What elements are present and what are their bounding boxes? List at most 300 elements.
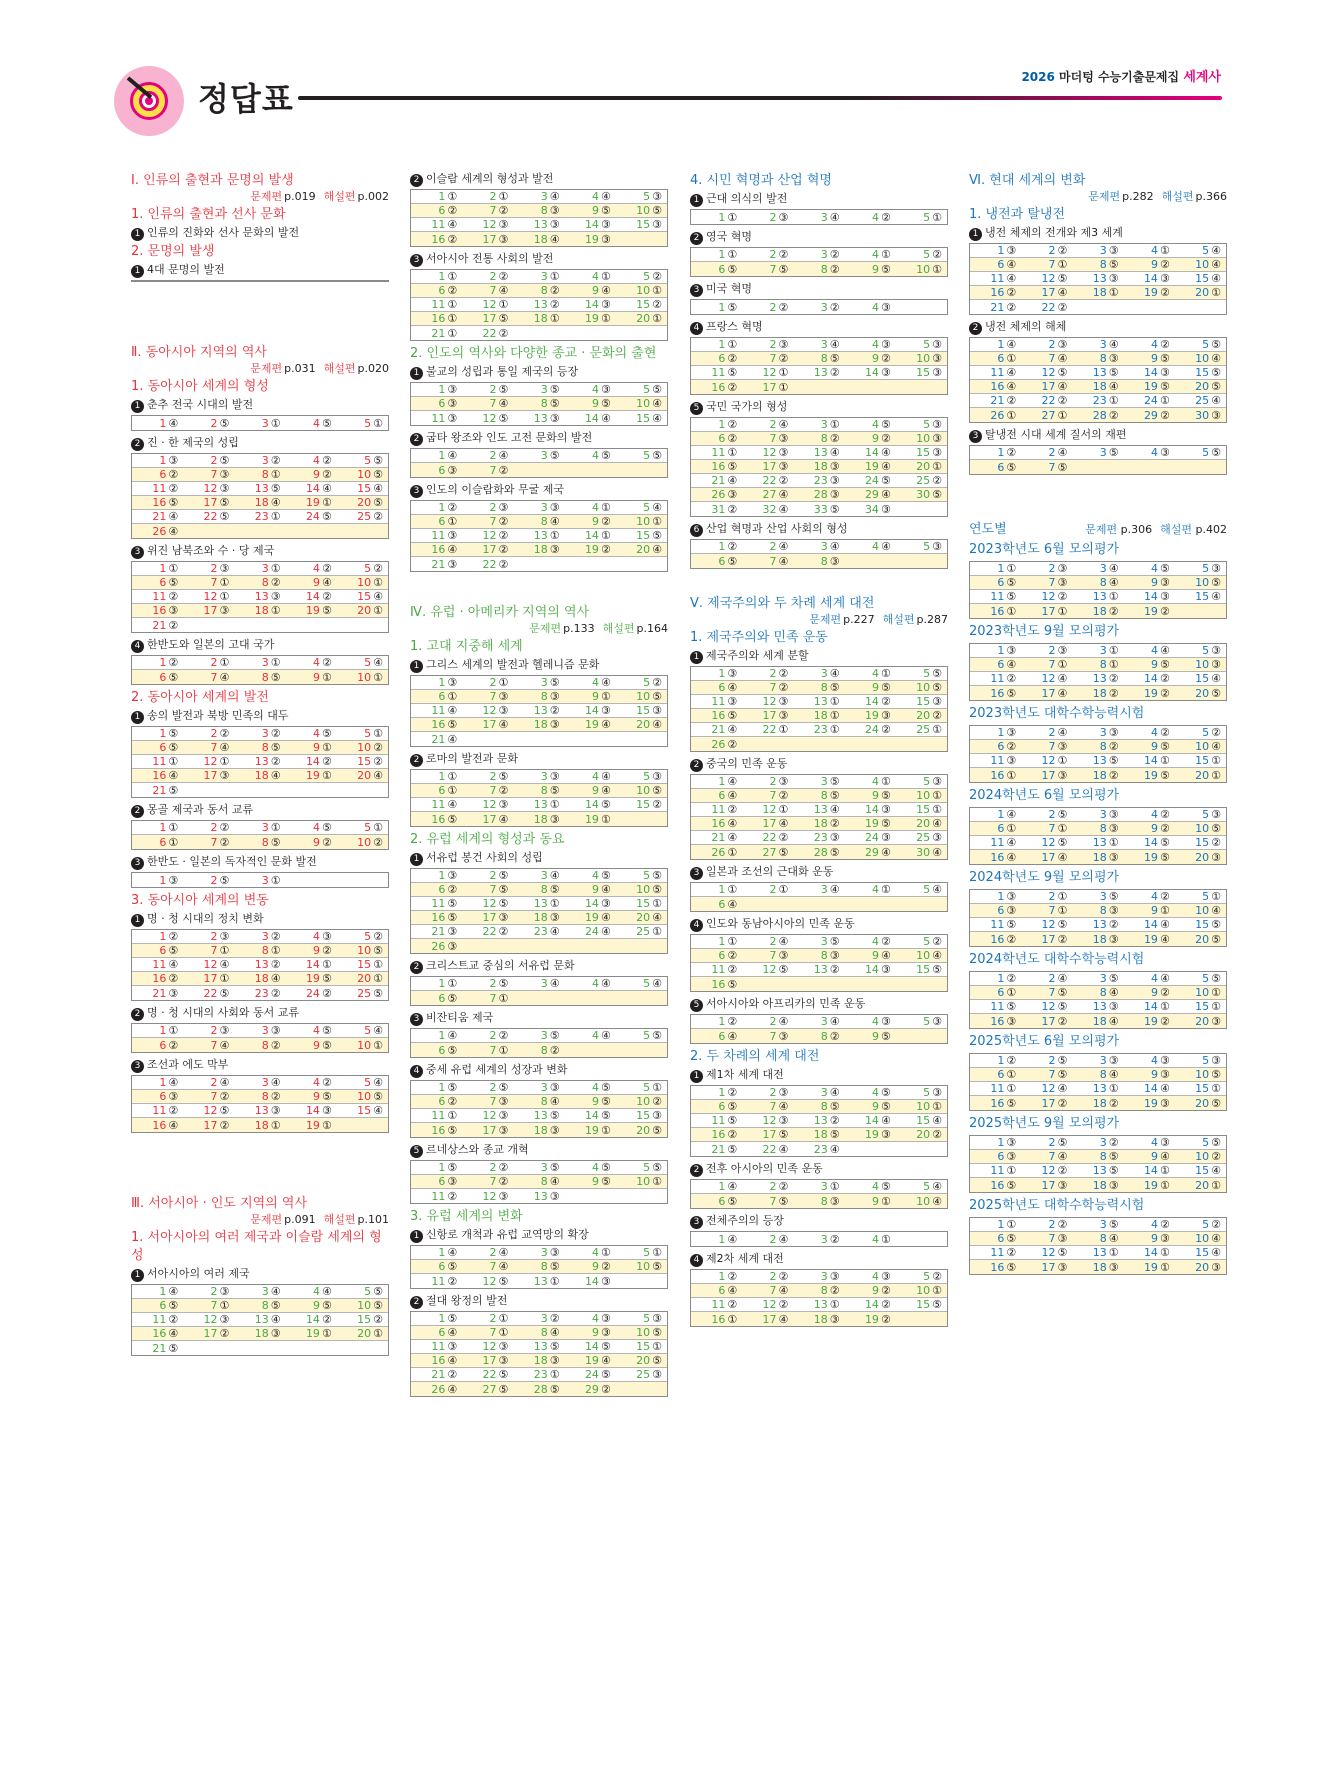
answer-row [970, 1068, 1226, 1082]
answer-cell [896, 1194, 947, 1208]
question-number: 13 [813, 695, 828, 708]
answer-choice: ③ [1108, 726, 1119, 739]
answer-row [411, 1161, 667, 1175]
question-number: 7 [210, 1090, 218, 1103]
answer-cell [1021, 918, 1072, 931]
question-number: 5 [1202, 1136, 1210, 1149]
question-number: 28 [813, 845, 828, 859]
answer-cell [793, 817, 844, 830]
question-number: 9 [1150, 352, 1158, 365]
answer-choice: ③ [1108, 1260, 1119, 1274]
answer-cell [462, 463, 513, 477]
answer-row [691, 1114, 947, 1128]
answer-cell [845, 300, 896, 314]
answer-choice: ⑤ [880, 1100, 891, 1113]
answer-choice: ② [829, 1029, 840, 1043]
answer-cell [691, 474, 742, 487]
answer-cell [1072, 590, 1123, 603]
answer-choice: ② [1057, 1014, 1068, 1028]
question-number: 10 [1195, 576, 1210, 589]
answer-cell [411, 690, 462, 703]
question-number: 1 [718, 775, 726, 788]
answer-cell [691, 1298, 742, 1311]
answer-cell [1072, 352, 1123, 365]
question-number: 5 [643, 1161, 651, 1174]
question-number: 12 [762, 366, 777, 379]
answer-cell [896, 963, 947, 976]
question-number: 16 [990, 1260, 1005, 1274]
part-heading [690, 595, 948, 627]
question-number: 11 [431, 1340, 446, 1353]
answer-cell [286, 835, 337, 849]
answer-cell [462, 991, 513, 1005]
book-subject: 세계사 [1183, 70, 1221, 85]
question-number: 8 [540, 1260, 548, 1273]
answer-choice: ⑤ [727, 1194, 738, 1208]
answer-cell [970, 1178, 1021, 1192]
question-number: 1 [438, 869, 446, 882]
question-number: 15 [1195, 1246, 1210, 1259]
question-number: 2 [769, 935, 777, 948]
answer-cell [462, 1175, 513, 1188]
question-number: 12 [203, 958, 218, 971]
question-number: 8 [820, 1029, 828, 1043]
question-number: 1 [718, 338, 726, 351]
answer-cell [337, 944, 388, 957]
answer-choice: ⑤ [829, 845, 840, 859]
answer-choice: ⑤ [549, 1382, 560, 1396]
answer-cell [845, 1298, 896, 1311]
answer-choice: ② [778, 352, 789, 365]
answer-choice: ④ [778, 1015, 789, 1028]
answer-choice: ④ [880, 949, 891, 962]
question-number: 3 [540, 770, 548, 783]
question-number: 5 [1202, 890, 1210, 903]
answer-grid [131, 726, 389, 798]
answer-choice: ② [1211, 1218, 1222, 1231]
question-number: 3 [820, 935, 828, 948]
answer-row [411, 411, 667, 425]
question-number: 13 [1092, 1164, 1107, 1177]
answer-cell [132, 944, 183, 957]
answer-choice: ③ [880, 709, 891, 722]
answer-choice: ② [829, 1232, 840, 1246]
answer-choice: ② [932, 1270, 943, 1283]
answer-cell [1175, 1014, 1226, 1028]
answer-choice: ② [778, 1270, 789, 1283]
answer-cell [793, 380, 844, 394]
question-number: 28 [813, 488, 828, 501]
answer-cell [286, 783, 337, 797]
answer-cell [513, 1368, 564, 1381]
question-number: 2 [210, 821, 218, 834]
answer-cell [1124, 380, 1175, 393]
question-number: 4 [1150, 1136, 1158, 1149]
answer-row [411, 232, 667, 246]
answer-choice: ② [932, 709, 943, 722]
question-number: 18 [533, 911, 548, 924]
answer-cell [1124, 754, 1175, 767]
question-number: 11 [711, 1114, 726, 1127]
answer-choice: ⑤ [600, 1175, 611, 1188]
answer-row [411, 991, 667, 1005]
question-number: 14 [584, 704, 599, 717]
answer-choice: ② [373, 755, 384, 768]
answer-choice: ⑤ [652, 449, 663, 462]
answer-choice: ⑤ [932, 1298, 943, 1311]
answer-row [411, 1175, 667, 1189]
answer-choice: ④ [932, 949, 943, 962]
answer-cell [513, 204, 564, 217]
answer-cell [513, 1043, 564, 1057]
answer-choice: ② [1006, 286, 1017, 299]
answer-grid [410, 448, 668, 478]
answer-cell [337, 496, 388, 509]
question-number: 7 [489, 284, 497, 297]
answer-choice: ② [1159, 338, 1170, 351]
answer-cell [132, 986, 183, 1000]
question-number: 17 [482, 543, 497, 556]
answer-cell [970, 1218, 1021, 1231]
answer-cell [1175, 1178, 1226, 1192]
section-number: 1 [131, 228, 144, 241]
question-number: 6 [718, 681, 726, 694]
answer-cell [462, 732, 513, 746]
answer-choice: ③ [549, 911, 560, 924]
answer-choice: ⑤ [321, 416, 332, 430]
question-number: 11 [152, 590, 167, 603]
answer-cell [1124, 1014, 1175, 1028]
question-number: 10 [1195, 352, 1210, 365]
question-number: 3 [1099, 972, 1107, 985]
answer-choice: ⑤ [168, 727, 179, 740]
question-number: 13 [533, 529, 548, 542]
answer-cell [411, 911, 462, 924]
answer-cell [1124, 244, 1175, 257]
answer-choice: ① [1211, 768, 1222, 782]
answer-cell [1124, 1054, 1175, 1067]
answer-choice: ③ [447, 1175, 458, 1188]
answer-choice: ⑤ [1057, 1054, 1068, 1067]
answer-choice: ② [498, 326, 509, 340]
answer-choice: ① [168, 821, 179, 834]
answer-choice: ⑤ [1006, 576, 1017, 589]
answer-choice: ③ [880, 963, 891, 976]
answer-cell [411, 1095, 462, 1108]
answer-cell [513, 1312, 564, 1325]
answer-choice: ① [498, 991, 509, 1005]
answer-cell [1021, 1150, 1072, 1163]
question-number: 18 [1092, 1260, 1107, 1274]
answer-choice: ① [498, 1326, 509, 1339]
answer-cell [1021, 686, 1072, 700]
question-number: 7 [210, 835, 218, 849]
question-number: 6 [997, 904, 1005, 917]
answer-cell [234, 670, 285, 684]
question-number: 3 [540, 383, 548, 396]
answer-cell [845, 817, 896, 830]
answer-row [970, 672, 1226, 686]
answer-cell [183, 1299, 234, 1312]
answer-choice: ① [880, 1232, 891, 1246]
answer-choice: ② [727, 803, 738, 816]
answer-choice: ⑤ [373, 1090, 384, 1103]
answer-cell [234, 1090, 285, 1103]
problem-page-label: 문제편 [250, 1213, 283, 1226]
answer-choice: ④ [829, 667, 840, 680]
section-number: 2 [131, 438, 144, 451]
answer-cell [337, 468, 388, 481]
answer-choice: ① [321, 769, 332, 782]
question-number: 3 [1099, 1136, 1107, 1149]
answer-row [970, 836, 1226, 850]
question-number: 1 [718, 210, 726, 224]
answer-cell [462, 190, 513, 203]
question-number: 19 [1143, 932, 1158, 946]
question-number: 6 [438, 1095, 446, 1108]
section-number: 1 [131, 1269, 144, 1282]
question-number: 5 [643, 676, 651, 689]
answer-choice: ③ [1211, 644, 1222, 657]
answer-cell [183, 873, 234, 887]
answer-choice: ② [219, 727, 230, 740]
question-number: 4 [312, 727, 320, 740]
question-number: 8 [1099, 658, 1107, 671]
question-number: 10 [357, 835, 372, 849]
question-number: 7 [769, 1100, 777, 1113]
answer-choice: ③ [447, 383, 458, 396]
section-number: 4 [690, 1254, 703, 1267]
question-number: 24 [864, 723, 879, 736]
answer-choice: ④ [270, 1313, 281, 1326]
answer-choice: ③ [1159, 1096, 1170, 1110]
question-number: 14 [1143, 1082, 1158, 1095]
answer-row [132, 873, 388, 887]
question-number: 7 [489, 1326, 497, 1339]
question-number: 5 [364, 821, 372, 834]
answer-choice: ④ [727, 817, 738, 830]
answer-cell [337, 1090, 388, 1103]
question-number: 4 [591, 1161, 599, 1174]
answer-cell [691, 1284, 742, 1297]
answer-choice: ⑤ [168, 576, 179, 589]
question-number: 20 [357, 769, 372, 782]
problem-page-label: 문제편 [529, 622, 562, 635]
answer-cell [462, 1043, 513, 1057]
answer-cell [970, 644, 1021, 657]
question-number: 8 [1099, 904, 1107, 917]
answer-row [970, 768, 1226, 782]
answer-choice: ① [1057, 658, 1068, 671]
answer-cell [1175, 890, 1226, 903]
question-number: 13 [533, 704, 548, 717]
answer-choice: ② [549, 284, 560, 297]
answer-cell [337, 1118, 388, 1132]
section-number: 4 [410, 1065, 423, 1078]
answer-row [691, 709, 947, 723]
answer-choice: ③ [1057, 740, 1068, 753]
answer-cell [513, 1109, 564, 1122]
answer-choice: ⑤ [219, 454, 230, 467]
question-number: 23 [813, 474, 828, 487]
answer-cell [1124, 808, 1175, 821]
answer-grid [131, 1075, 389, 1133]
question-number: 6 [159, 1038, 167, 1052]
answer-row [691, 1029, 947, 1043]
answer-cell [845, 460, 896, 473]
problem-page-label: 문제편 [1085, 523, 1121, 536]
page-header [0, 0, 1329, 150]
question-number: 19 [864, 460, 879, 473]
question-number: 9 [591, 1095, 599, 1108]
answer-cell [132, 1313, 183, 1326]
answer-cell [132, 1104, 183, 1117]
answer-choice: ② [168, 482, 179, 495]
answer-cell [183, 454, 234, 467]
part-title: Ⅰ. 인류의 출현과 문명의 발생 [131, 173, 294, 188]
answer-choice: ⑤ [549, 449, 560, 462]
answer-choice: ② [1108, 408, 1119, 422]
question-number: 6 [159, 576, 167, 589]
answer-choice: ① [549, 312, 560, 325]
answer-cell [565, 1382, 616, 1396]
answer-choice: ③ [778, 949, 789, 962]
answer-cell [565, 397, 616, 410]
answer-cell [793, 977, 844, 991]
question-number: 5 [1202, 1218, 1210, 1231]
question-number: 16 [711, 1312, 726, 1326]
answer-cell [793, 949, 844, 962]
answer-choice: ① [1006, 562, 1017, 575]
question-number: 6 [718, 432, 726, 445]
answer-choice: ① [270, 873, 281, 887]
question-number: 1 [159, 656, 167, 669]
question-number: 9 [871, 1100, 879, 1113]
answer-cell [616, 1340, 667, 1353]
question-number: 7 [769, 1284, 777, 1297]
section-title [690, 191, 948, 207]
answer-choice: ③ [1057, 768, 1068, 782]
answer-cell [462, 1123, 513, 1137]
answer-choice: ③ [498, 1123, 509, 1137]
question-number: 21 [431, 326, 446, 340]
question-number: 11 [990, 918, 1005, 931]
answer-row [132, 576, 388, 590]
answer-cell [513, 1274, 564, 1288]
answer-cell [1072, 836, 1123, 849]
answer-choice: ② [778, 300, 789, 314]
question-number: 10 [916, 1284, 931, 1297]
answer-row [132, 1118, 388, 1132]
answer-grid [410, 1245, 668, 1289]
answer-choice: ② [447, 883, 458, 896]
question-number: 17 [762, 709, 777, 722]
question-number: 7 [1048, 576, 1056, 589]
answer-choice: ② [1159, 686, 1170, 700]
question-number: 17 [482, 1354, 497, 1367]
answer-cell [411, 190, 462, 203]
answer-choice: ⑤ [219, 510, 230, 523]
answer-cell [565, 218, 616, 231]
question-number: 10 [916, 789, 931, 802]
answer-cell [337, 769, 388, 782]
answer-grid [690, 209, 948, 225]
answer-grid [690, 539, 948, 569]
answer-choice: ③ [932, 366, 943, 379]
answer-cell [896, 789, 947, 802]
question-number: 6 [997, 986, 1005, 999]
answer-page: p.287 [916, 613, 948, 626]
answer-choice: ③ [778, 460, 789, 473]
answer-choice: ① [778, 883, 789, 896]
answer-cell [132, 1327, 183, 1340]
answer-choice: ⑤ [321, 1038, 332, 1052]
answer-choice: ① [321, 496, 332, 509]
answer-cell [411, 557, 462, 571]
answer-choice: ⑤ [1057, 1000, 1068, 1013]
answer-row [132, 986, 388, 1000]
answer-cell [513, 718, 564, 731]
answer-choice: ④ [829, 1015, 840, 1028]
answer-choice: ② [498, 1029, 509, 1042]
answer-row [411, 1312, 667, 1326]
answer-choice: ④ [270, 1076, 281, 1089]
answer-cell [411, 298, 462, 311]
answer-choice: ④ [600, 1354, 611, 1367]
answer-choice: ⑤ [447, 1123, 458, 1137]
answer-cell [1175, 286, 1226, 299]
question-number: 20 [1195, 1178, 1210, 1192]
answer-choice: ⑤ [652, 1326, 663, 1339]
answer-choice: ③ [1159, 576, 1170, 589]
answer-cell [337, 482, 388, 495]
answer-choice: ⑤ [1211, 1096, 1222, 1110]
answer-grid [969, 1135, 1227, 1193]
answer-row [691, 432, 947, 446]
answer-cell [234, 958, 285, 971]
answer-choice: ⑤ [447, 1312, 458, 1325]
answer-choice: ② [727, 380, 738, 394]
question-number: 1 [997, 890, 1005, 903]
question-number: 1 [997, 808, 1005, 821]
answer-choice: ③ [932, 352, 943, 365]
answer-choice: ② [880, 1284, 891, 1297]
answer-cell [513, 704, 564, 717]
answer-cell [132, 590, 183, 603]
answer-grid [410, 1028, 668, 1058]
answer-choice: ⑤ [1159, 740, 1170, 753]
answer-choice: ① [1057, 258, 1068, 271]
answer-choice: ④ [778, 540, 789, 553]
answer-row [970, 972, 1226, 986]
answer-choice: ④ [880, 845, 891, 859]
answer-choice: ① [1211, 754, 1222, 767]
question-number: 1 [438, 1081, 446, 1094]
question-number: 9 [312, 468, 320, 481]
answer-row [411, 1123, 667, 1137]
question-number: 4 [591, 270, 599, 283]
question-number: 16 [431, 1354, 446, 1367]
answer-choice: ② [880, 352, 891, 365]
answer-row [411, 1029, 667, 1043]
answer-choice: ② [1006, 932, 1017, 946]
question-number: 15 [636, 218, 651, 231]
question-number: 7 [1048, 460, 1056, 474]
section-title [969, 319, 1227, 335]
answer-cell [462, 1312, 513, 1325]
question-number: 4 [312, 454, 320, 467]
answer-cell [1072, 272, 1123, 285]
